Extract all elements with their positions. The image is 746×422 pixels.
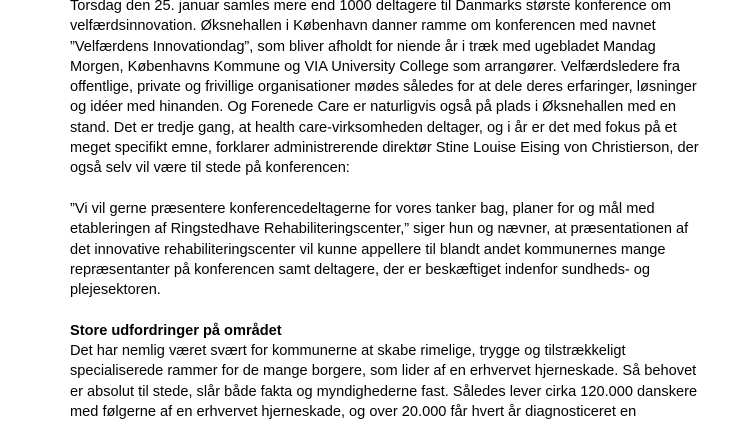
text-line: specialiserede rammer for de mange borgere, som lider af en erhvervet hjerneskade. Så behovet — [70, 363, 697, 380]
quote-paragraph — [70, 199, 720, 300]
paragraph-spacer — [70, 300, 720, 320]
text-line: meget specifikt emne, forklarer administrerende direktør Stine Louise Eising von Christierson, der — [70, 140, 699, 157]
text-line: ”Vi vil gerne præsentere konferencedeltagerne for vores tanker bag, planer for og mål med — [70, 200, 655, 217]
paragraph-spacer — [70, 179, 720, 199]
text-line: det innovative rehabiliteringscenter vil kunne appellere til blandt andet kommunernes mange — [70, 241, 666, 258]
text-line: stand. Det er tredje gang, at health care-virksomheden deltager, og i år er det med fokus på et — [70, 119, 677, 136]
text-line: plejesektoren. — [70, 282, 161, 299]
text-line: velfærdsinnovation. Øksnehallen i København danner ramme om konferencen med navnet — [70, 18, 656, 35]
text-line: Morgen, Københavns Kommune og VIA University College som arrangører. Velfærdsledere fra — [70, 58, 680, 75]
text-line: og idéer med hinanden. Og Forenede Care er naturligvis også på plads i Øksnehallen med en — [70, 99, 677, 116]
text-line: Det har nemlig været svært for kommunerne at skabe rimelige, trygge og tilstrækkeligt — [70, 343, 626, 360]
heading-text: Store udfordringer på området — [70, 322, 282, 339]
text-line: Torsdag den 25. januar samles mere end 1000 deltagere til Danmarks største konference om — [70, 0, 672, 14]
text-line: med følgerne af en erhvervet hjerneskade, og over 20.000 får hvert år diagnosticeret en — [70, 403, 637, 420]
body-paragraph — [70, 341, 720, 422]
intro-paragraph — [70, 0, 720, 179]
document-page — [70, 0, 720, 422]
text-line: også selv vil være til stede på konferencen: — [70, 160, 350, 177]
text-line: etableringen af Ringstedhave Rehabiliteringscenter,” siger hun og nævner, at præsentationen af — [70, 221, 689, 238]
text-line: er absolut til stede, slår både fakta og myndighederne fast. Således lever cirka 120.000 danskere — [70, 383, 698, 400]
text-line: repræsentanter på konferencen samt deltagere, der er beskæftiget indenfor sundheds- og — [70, 261, 651, 278]
text-line: ”Velfærdens Innovationdag”, som bliver afholdt for niende år i træk med ugebladet Mandag — [70, 38, 656, 55]
text-line: offentlige, private og frivillige organisationer mødes således for at dele deres erfaringer, løsninger — [70, 79, 697, 96]
section-heading — [70, 321, 720, 341]
